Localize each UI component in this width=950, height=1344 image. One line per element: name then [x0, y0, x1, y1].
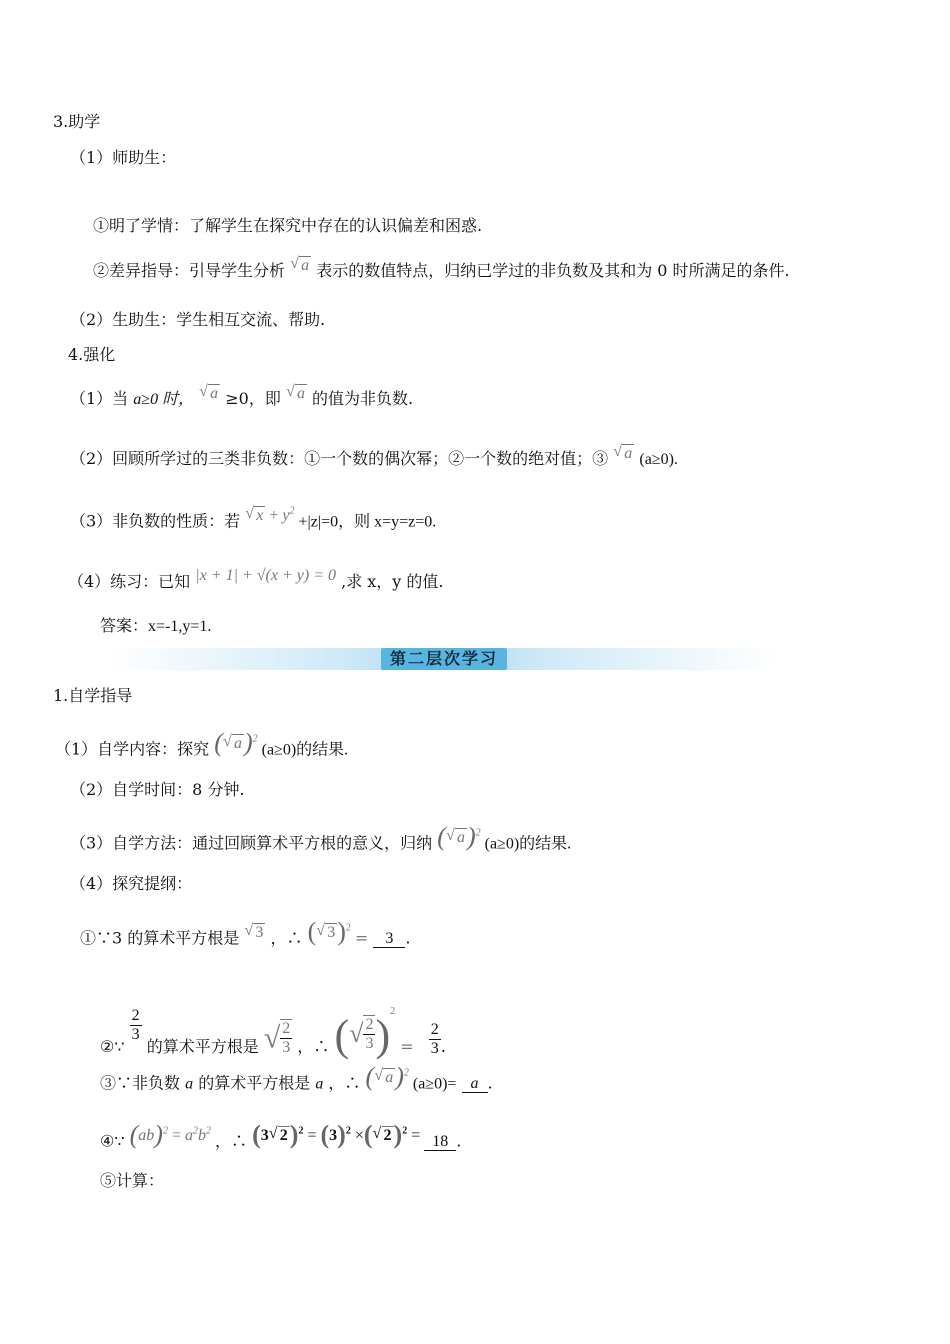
item-2-suffix: (a≥0). [639, 451, 678, 468]
section-3-item-1b [93, 257, 790, 282]
item-4-suffix: ,求 x，y 的值. [341, 572, 444, 591]
sqrt-x-plus-y-squared-formula: √ $x + y^2$ [245, 507, 298, 524]
q3-variable: a [185, 1075, 194, 1093]
self-study-heading: 1.自学指导 [53, 686, 133, 705]
section-3-item-2: （2）生助生：学生相互交流、帮助. [70, 310, 326, 329]
sqrt-2-3-formula: √ $\frac{2}{3}$ [263, 1020, 291, 1057]
outline-q1: ①∵3 的算术平方根是 √ 3 ，∴ (√ 3)$^2$ = 3 . [80, 925, 411, 949]
q2-therefore: ，∴ [297, 1037, 330, 1056]
q3-therefore: ，∴ [328, 1073, 361, 1093]
section-4-item-2 [70, 445, 678, 470]
sqrt-3-squared-formula: (√ 3)$^2$ [308, 924, 355, 941]
outline-q5: ⑤计算： [100, 1171, 165, 1190]
section-4-item-1 [70, 385, 414, 410]
section-4-heading: 4.强化 [68, 345, 116, 364]
self-study-method [70, 822, 572, 854]
item-1-middle: ≥0，即 [225, 389, 281, 408]
item-3-prefix: （3）非负数的性质：若 [70, 511, 241, 531]
q3-prefix: ③∵非负数 [100, 1073, 181, 1093]
q2-equals: = [400, 1037, 414, 1056]
q2-prefix: ②∵ [100, 1037, 125, 1056]
content-prefix: （1）自学内容：探究 [55, 739, 210, 759]
item-1-condition: a≥0 时， [133, 391, 195, 408]
q1-prefix: ①∵3 的算术平方根是 [80, 928, 240, 948]
section-4-item-4 [68, 567, 444, 593]
sqrt-a-squared-formula: (√ a)$^2$ [437, 829, 484, 846]
q1-therefore: ，∴ [270, 928, 303, 948]
self-study-outline: （4）探究提纲： [70, 874, 193, 893]
q1-answer-blank: 3 [373, 931, 405, 948]
section-3-heading: 3.助学 [53, 112, 101, 131]
section-3-item-1a: ①明了学情：了解学生在探究中存在的认识偏差和困惑. [93, 216, 483, 235]
q4-therefore: ，∴ [215, 1131, 248, 1151]
q3-middle: 的算术平方根是 [198, 1073, 311, 1093]
self-study-time: （2）自学时间：8 分钟. [70, 780, 245, 799]
outline-q2: ②∵ $\frac{2}{3}$ 的算术平方根是 √ $\frac{2}{3}$ ，∴ (√ $\frac{2}{3}$ )$^2$ = $\frac{2}{3}$ . [100, 1016, 446, 1067]
q1-equals: = [354, 928, 369, 948]
sqrt-2-3-squared-formula: (√ $\frac{2}{3}$ )$^2$ [334, 1006, 396, 1060]
item-4-prefix: （4）练习：已知 [68, 572, 191, 591]
item-3-suffix: +|z|=0，则 x=y=z=0. [298, 513, 437, 531]
q4-answer-blank: 18 [424, 1134, 456, 1151]
item-1-suffix: 的值为非负数. [312, 389, 414, 408]
q4-prefix: ④∵ [100, 1131, 125, 1151]
content-suffix: (a≥0)的结果. [261, 741, 349, 759]
method-prefix: （3）自学方法：通过回顾算术平方根的意义，归纳 [70, 833, 433, 853]
q2-answer-fraction: $\frac{2}{3}$ [430, 1021, 439, 1057]
outline-q3: ③∵非负数 a 的算术平方根是 a ，∴ (√ a)$^2$ (a≥0)= a . [100, 1070, 493, 1094]
section-banner-label: 第二层次学习 [381, 648, 507, 670]
sqrt-a-formula: √ a [613, 444, 634, 464]
answer-text: 答案：x=-1,y=1. [100, 618, 212, 635]
q2-middle: 的算术平方根是 [146, 1037, 259, 1056]
self-study-content [55, 728, 349, 760]
section-3-item-1: （1）师助生： [70, 148, 177, 167]
item-1b-prefix: ②差异指导：引导学生分析 [93, 261, 286, 280]
q3-variable-2: a [315, 1075, 324, 1093]
sqrt-a-formula: √ a [199, 384, 220, 404]
item-1b-suffix: 表示的数值特点，归纳已学过的非负数及其和为 0 时所满足的条件. [316, 261, 790, 280]
ab-squared-identity-formula: $(ab)^2 = a^2b^2$ [129, 1120, 211, 1150]
item-1-prefix: （1）当 [70, 389, 129, 408]
method-suffix: (a≥0)的结果. [484, 835, 572, 853]
q3-answer-blank: a [462, 1076, 488, 1093]
section-4-item-3 [70, 508, 436, 532]
3sqrt2-squared-formula: (3√ $2)^2 = (3)^2$ ×(√ 2)$^2$ = [252, 1127, 424, 1144]
sqrt-a-squared-formula: (√ a)$^2$ [214, 735, 261, 752]
outline-q4: ④∵ $(ab)^2 = a^2b^2$ ，∴ (3√ $2)^2 = (3)^2$ ×(√ 2)$^2$ = 18 . [100, 1128, 461, 1152]
sqrt-a-squared-formula: (√ a)$^2$ [366, 1069, 413, 1086]
fraction-2-3: $\frac{2}{3}$ [131, 1007, 140, 1043]
sqrt-a-formula: √ a [290, 256, 311, 276]
sqrt-a-formula: √ a [286, 384, 307, 404]
sqrt-3-formula: √ 3 [244, 923, 265, 943]
exercise-formula: |x + 1| + √(x + y) = 0 [195, 567, 337, 584]
q3-condition: (a≥0)= [412, 1075, 457, 1093]
item-2-prefix: （2）回顾所学过的三类非负数：①一个数的偶次幂；②一个数的绝对值；③ [70, 449, 609, 468]
